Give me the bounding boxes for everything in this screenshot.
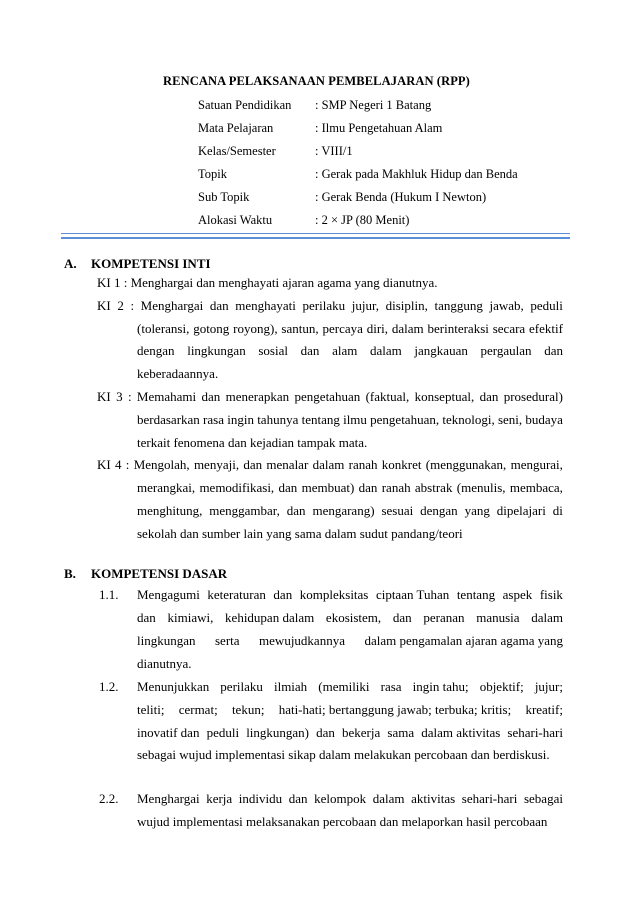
- ki3-line-2: [137, 409, 563, 431]
- word: disiplin,: [385, 298, 428, 313]
- section-title: KOMPETENSI DASAR: [91, 566, 228, 581]
- word: KI: [97, 389, 111, 404]
- info-value: : Gerak pada Makhluk Hidup dan Benda: [315, 167, 518, 181]
- word: ciptaan Tuhan: [375, 587, 450, 602]
- word: membaca,: [509, 480, 563, 495]
- word: (toleransi,: [137, 321, 190, 336]
- word: seni,: [497, 412, 523, 427]
- word: prosedural): [503, 389, 563, 404]
- word: dan: [243, 457, 263, 472]
- word: jawab,: [489, 298, 524, 313]
- word: jujur,: [351, 298, 380, 313]
- word: Mengagumi: [137, 587, 200, 602]
- word: fisik: [539, 587, 563, 602]
- kd-1-2-line-1: [137, 676, 563, 698]
- word: perilaku: [302, 298, 346, 313]
- word: (menggunakan,: [425, 457, 507, 472]
- section-letter: B.: [64, 566, 76, 581]
- word: pengetahuan: [294, 389, 361, 404]
- word: 4: [115, 457, 122, 472]
- info-value: : VIII/1: [315, 144, 353, 158]
- word: dipelajari: [496, 503, 546, 518]
- word: teknologi,: [442, 412, 495, 427]
- word: bekerja: [342, 725, 381, 740]
- info-row-kelas: [198, 144, 518, 167]
- kd-1-1-line-4: dianutnya.: [137, 656, 192, 671]
- word: mengarang): [312, 503, 375, 518]
- word: aktivitas: [411, 791, 456, 806]
- word: jangkauan: [414, 343, 468, 358]
- word: hati-hati; bertanggung jawab; terbuka; kritis;: [278, 702, 512, 717]
- word: efektif: [529, 321, 563, 336]
- word: dan: [201, 389, 221, 404]
- kd-2-2-line-2: wujud implementasi melaksanakan percobaan dan melaporkan hasil percobaan: [137, 814, 548, 829]
- section-letter: A.: [64, 256, 77, 271]
- ki4-line-4: sekolah dan sumber lain yang sama dalam sudut pandang/teori: [137, 526, 463, 541]
- kd-1-1-number: 1.1.: [99, 587, 119, 602]
- word: dengan: [137, 343, 175, 358]
- word: pengetahuan,: [370, 412, 440, 427]
- info-row-mapel: [198, 121, 518, 144]
- word: dan: [544, 343, 563, 358]
- word: dan: [288, 791, 308, 806]
- word: kehidupan dalam: [225, 610, 315, 625]
- kd-1-1-line-2: [137, 607, 563, 629]
- word: (menulis,: [456, 480, 506, 495]
- word: dalam: [391, 321, 424, 336]
- word: dan: [286, 503, 306, 518]
- word: menyaji,: [193, 457, 240, 472]
- word: dan: [278, 480, 298, 495]
- word: teliti;: [137, 702, 165, 717]
- word: sesuai: [381, 503, 414, 518]
- word: :: [125, 457, 130, 472]
- kd-2-2-line-1: [137, 788, 563, 810]
- word: gotong: [193, 321, 230, 336]
- word: jujur;: [534, 679, 563, 694]
- word: memodifikasi,: [199, 480, 275, 495]
- info-value: : 2 × JP (80 Menit): [315, 213, 410, 227]
- word: merangkai,: [137, 480, 196, 495]
- word: alam: [332, 343, 358, 358]
- word: kerja: [206, 791, 233, 806]
- word: tahunya: [257, 412, 299, 427]
- word: dalam: [372, 791, 405, 806]
- word: KI: [97, 298, 111, 313]
- word: lingkungan): [246, 725, 310, 740]
- ki2-line-3: [137, 340, 563, 362]
- info-value: : Gerak Benda (Hukum I Newton): [315, 190, 487, 204]
- word: Menghargai: [140, 298, 204, 313]
- word: (memiliki: [318, 679, 370, 694]
- header-divider-thick: [61, 237, 570, 239]
- word: menggambar,: [209, 503, 280, 518]
- word: perilaku: [220, 679, 263, 694]
- word: dan: [392, 610, 412, 625]
- word: serta: [215, 633, 240, 648]
- ki2-line-4: keberadaannya.: [137, 366, 219, 381]
- word: ilmiah: [273, 679, 308, 694]
- kd-1-1-line-1: [137, 584, 563, 606]
- word: budaya: [525, 412, 563, 427]
- word: tentang: [301, 412, 340, 427]
- word: menalar: [266, 457, 309, 472]
- word: ranah: [381, 480, 411, 495]
- ki4-line-1: [97, 454, 563, 476]
- word: (faktual,: [365, 389, 410, 404]
- word: tanggung: [434, 298, 483, 313]
- ki2-line-2: [137, 318, 563, 340]
- word: dan: [209, 298, 229, 313]
- word: sehari-hari: [461, 791, 518, 806]
- ki3-line-3: terkait fenomena dan kejadian tampak mata.: [137, 435, 368, 450]
- word: kelompok: [314, 791, 367, 806]
- word: berinteraksi: [427, 321, 489, 336]
- word: Menunjukkan: [137, 679, 210, 694]
- word: ranah: [348, 457, 378, 472]
- word: royong),: [233, 321, 278, 336]
- word: rasa: [203, 412, 224, 427]
- word: menghayati: [235, 298, 296, 313]
- word: inovatif dan: [137, 725, 200, 740]
- word: dan: [137, 610, 156, 625]
- header-divider-thin: [61, 233, 570, 234]
- word: lingkungan: [187, 343, 246, 358]
- word: menerapkan: [225, 389, 290, 404]
- kd-2-2-number: 2.2.: [99, 791, 119, 806]
- word: individu: [238, 791, 283, 806]
- info-row-subtopik: [198, 190, 518, 213]
- info-value: : Ilmu Pengetahuan Alam: [315, 121, 443, 135]
- word: secara: [492, 321, 526, 336]
- kd-1-2-line-3: [137, 722, 563, 744]
- word: sama: [387, 725, 415, 740]
- word: sehari-hari: [507, 725, 563, 740]
- word: santun,: [281, 321, 319, 336]
- word: 3: [116, 389, 123, 404]
- word: menghitung,: [137, 503, 203, 518]
- word: konkret: [381, 457, 422, 472]
- word: sebagai: [523, 791, 563, 806]
- word: dengan: [420, 503, 458, 518]
- word: dan: [300, 343, 320, 358]
- info-row-topik: [198, 167, 518, 190]
- word: dalam pengamalan ajaran agama yang: [364, 633, 563, 648]
- word: percaya: [322, 321, 363, 336]
- word: di: [552, 503, 563, 518]
- kd-1-1-line-3: [137, 630, 563, 652]
- word: ekosistem,: [325, 610, 382, 625]
- ki3-line-1: [97, 386, 563, 408]
- word: cermat;: [178, 702, 218, 717]
- word: berdasarkan: [137, 412, 200, 427]
- word: :: [130, 298, 135, 313]
- word: Memahami: [136, 389, 197, 404]
- word: dalam aktivitas: [421, 725, 501, 740]
- word: kreatif;: [525, 702, 563, 717]
- word: lingkungan: [137, 633, 196, 648]
- word: ingin: [227, 412, 254, 427]
- word: sosial: [258, 343, 288, 358]
- word: mewujudkannya: [259, 633, 345, 648]
- word: ilmu: [343, 412, 367, 427]
- word: kompleksitas: [299, 587, 369, 602]
- word: dalam: [370, 343, 402, 358]
- info-label: Satuan Pendidikan: [198, 98, 292, 112]
- word: diri,: [366, 321, 389, 336]
- word: 2: [117, 298, 124, 313]
- word: tekun;: [231, 702, 265, 717]
- ki1-line: KI 1 : Menghargai dan menghayati ajaran agama yang dianutnya.: [97, 275, 438, 290]
- word: abstrak: [414, 480, 453, 495]
- word: objektif;: [479, 679, 524, 694]
- info-label: Mata Pelajaran: [198, 121, 274, 135]
- word: aspek: [502, 587, 533, 602]
- info-label: Sub Topik: [198, 190, 250, 204]
- section-b-heading: [64, 566, 227, 582]
- word: dan: [316, 725, 335, 740]
- ki2-line-1: [97, 295, 563, 317]
- word: peduli: [530, 298, 563, 313]
- word: membuat): [301, 480, 355, 495]
- section-a-heading: [64, 256, 211, 272]
- word: Mengolah,: [133, 457, 190, 472]
- word: yang: [464, 503, 490, 518]
- word: dan: [479, 389, 499, 404]
- word: dan: [358, 480, 378, 495]
- ki4-line-3: [137, 500, 563, 522]
- word: :: [127, 389, 132, 404]
- word: mengurai,: [510, 457, 563, 472]
- word: konseptual,: [414, 389, 475, 404]
- word: dan: [273, 587, 293, 602]
- word: ingin tahu;: [412, 679, 469, 694]
- word: peduli: [206, 725, 240, 740]
- word: dalam: [312, 457, 345, 472]
- kd-1-2-line-4: sebagai wujud implementasi sikap dalam melakukan percobaan dan berdiskusi.: [137, 747, 550, 762]
- word: rasa: [380, 679, 402, 694]
- word: kimiawi,: [167, 610, 214, 625]
- word: pergaulan: [480, 343, 532, 358]
- info-label: Alokasi Waktu: [198, 213, 273, 227]
- word: dalam: [531, 610, 563, 625]
- word: manusia: [476, 610, 520, 625]
- kd-1-2-number: 1.2.: [99, 679, 119, 694]
- word: keteraturan: [207, 587, 266, 602]
- ki4-line-2: [137, 477, 563, 499]
- section-title: KOMPETENSI INTI: [91, 256, 211, 271]
- word: tentang: [456, 587, 496, 602]
- kd-1-2-line-2: [137, 699, 563, 721]
- info-label: Topik: [198, 167, 227, 181]
- info-row-satuan: [198, 98, 518, 121]
- info-label: Kelas/Semester: [198, 144, 276, 158]
- rpp-info-table: [198, 98, 518, 236]
- info-value: : SMP Negeri 1 Batang: [315, 98, 432, 112]
- word: peranan: [423, 610, 465, 625]
- word: Menghargai: [137, 791, 200, 806]
- document-title: RENCANA PELAKSANAAN PEMBELAJARAN (RPP): [163, 74, 470, 88]
- word: KI: [97, 457, 111, 472]
